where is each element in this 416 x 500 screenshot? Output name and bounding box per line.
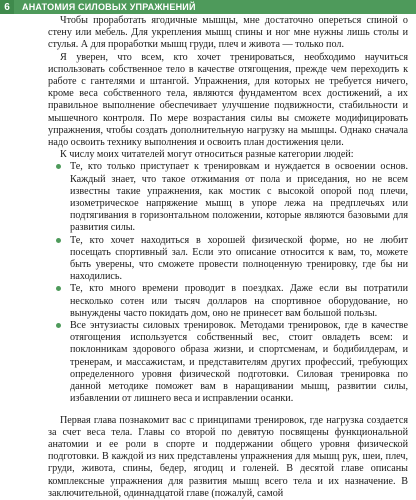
list-item-text: Те, кто хочет находиться в хорошей физической форме, но не любит посещать спортивный зал. Если это описание относится к вам, то, можете быть уверены, что сможете провести полноценную тренировку, где бы ни находились. [70, 234, 408, 283]
running-title: АНАТОМИЯ СИЛОВЫХ УПРАЖНЕНИЙ [22, 2, 196, 12]
bullet-icon [56, 238, 61, 243]
list-item-text: Те, кто много времени проводит в поездках. Даже если вы потратили несколько сотен или тысяч долларов на спортивное оборудование, но вынуждены часто покидать дом, оно не принесет вам большой пользы. [70, 283, 408, 319]
list-item [48, 235, 408, 284]
list-item-text: Те, кто только приступает к тренировкам и нуждается в освоении основ. Каждый знает, что такое отжимания от пола и приседания, но не всем известны такие упражнения, как мостик с высокой опорой под плечи, изометрическое напряжение мышц в упоре лежа на предплечьях или подтягивания в горизонтальном положении, которые являются базовыми для развития силы. [70, 161, 408, 234]
paragraph: К числу моих читателей могут относиться разные категории людей: [60, 149, 354, 161]
closing-paragraph: Первая глава познакомит вас с принципами тренировок, где нагрузка создается за счет веса тела. Главы со второй по девятую посвящены функциональной анатомии и ее роли в спорте и поддержании общего уровня физической подготовки. В каждой из них представлены упражнения для мышц рук, шеи, плеч, груди, живота, спины, бедер, ягодиц и голеней. В десятой главе описаны комплексные упражнения для развития мышц всего тела и их назначение. В заключительной, одиннадцатой главе (пожалуй, самой [48, 414, 408, 499]
page-body [48, 15, 408, 500]
list-item [48, 283, 408, 320]
list-item [48, 320, 408, 405]
page-number: 6 [0, 0, 14, 14]
running-header [0, 0, 416, 14]
paragraph: Я уверен, что всем, кто хочет тренироваться, необходимо научиться использовать собственное тело в качестве отягощения, прежде чем переходить к работе с гантелями и штангой. Упражнения, для которых не требуется ничего, кроме веса собственного тела, являются фундаментом всех достижений, а их правильное выполнение обеспечивает улучшение подвижности, стабильности и мышечного контроля. По мере возрастания силы вы сможете модифицировать упражнения, чтобы создать дополнительную нагрузку на мышцы. Однако сначала надо освоить технику выполнения и освоить план достижения цели. [48, 51, 408, 149]
bullet-icon [56, 286, 61, 291]
reader-categories-list [48, 161, 408, 405]
bullet-icon [56, 164, 61, 169]
paragraph: Чтобы проработать ягодичные мышцы, мне достаточно опереться спиной о стену или мебель. Для укрепления мышц спины и ног мне нужны лишь столы и стулья. А для проработки мышц груди, плеч и живота — только пол. [48, 15, 408, 51]
bullet-icon [56, 323, 61, 328]
list-item-text: Все энтузиасты силовых тренировок. Методами тренировок, где в качестве отягощения используется собственный вес, стоит овладеть всем: и поклонникам здорового образа жизни, и спортсменам, и бодибилдерам, и тренерам, и массажистам, и представителям других профессий, требующих определенного уровня физической подготовки. Силовая тренировка по данной методике поможет вам в наращивании мышц, развитии силы, избавлении от лишнего веса и исправлении осанки. [70, 320, 408, 405]
list-item [48, 161, 408, 234]
